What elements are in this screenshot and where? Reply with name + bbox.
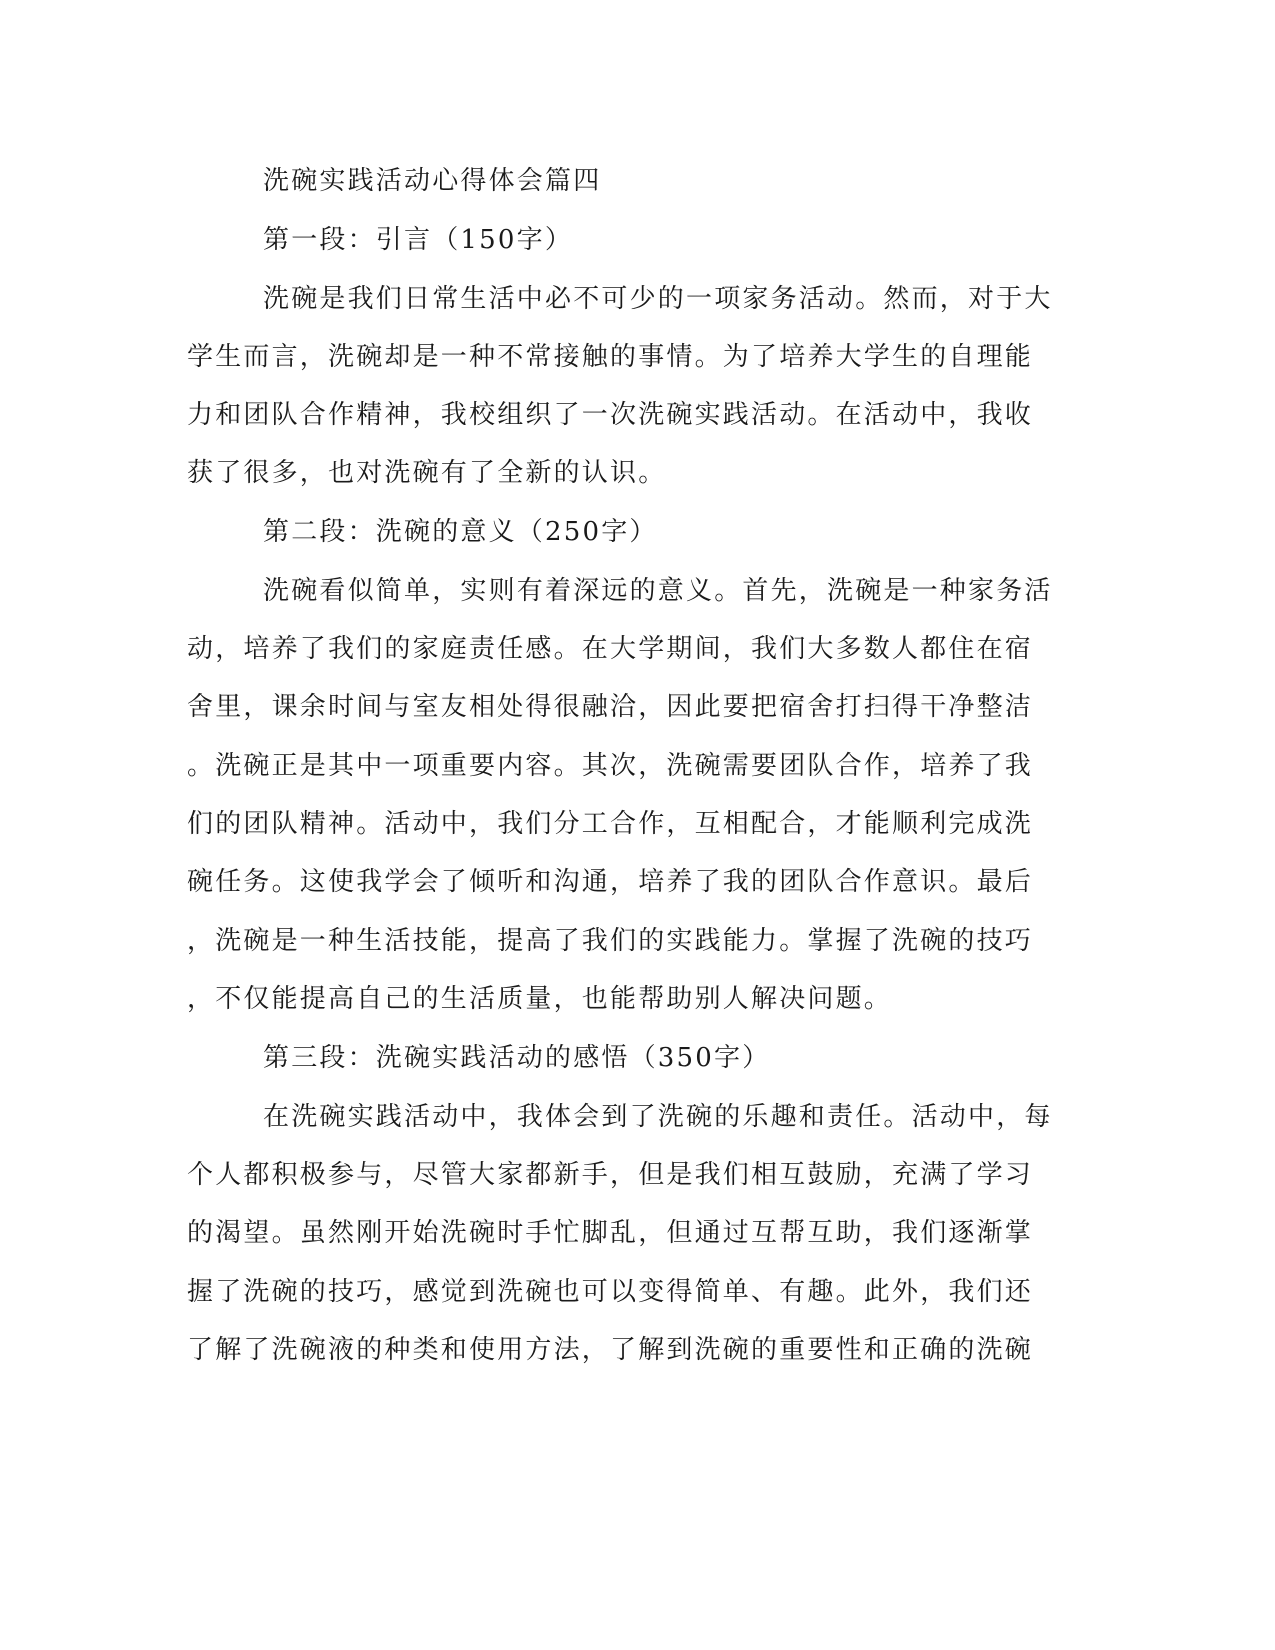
paragraph-line: 个人都积极参与，尽管大家都新手，但是我们相互鼓励，充满了学习 (187, 1160, 1034, 1190)
paragraph-line: 们的团队精神。活动中，我们分工合作，互相配合，才能顺利完成洗 (187, 809, 1034, 839)
paragraph-line: 了解了洗碗液的种类和使用方法，了解到洗碗的重要性和正确的洗碗 (187, 1335, 1034, 1365)
section-heading-2: 第二段：洗碗的意义（250字） (263, 517, 658, 547)
paragraph-line: 获了很多，也对洗碗有了全新的认识。 (187, 458, 667, 488)
paragraph-line: 。洗碗正是其中一项重要内容。其次，洗碗需要团队合作，培养了我 (187, 751, 1034, 781)
paragraph-line: 的渴望。虽然刚开始洗碗时手忙脚乱，但通过互帮互助，我们逐渐掌 (187, 1218, 1034, 1248)
document-title: 洗碗实践活动心得体会篇四 (263, 166, 602, 196)
paragraph-line: 学生而言，洗碗却是一种不常接触的事情。为了培养大学生的自理能 (187, 342, 1034, 372)
section-heading-1: 第一段：引言（150字） (263, 225, 574, 255)
paragraph-line: 舍里，课余时间与室友相处得很融洽，因此要把宿舍打扫得干净整洁 (187, 692, 1034, 722)
paragraph-line: ，不仅能提高自己的生活质量，也能帮助别人解决问题。 (187, 984, 893, 1014)
paragraph-line: 动，培养了我们的家庭责任感。在大学期间，我们大多数人都住在宿 (187, 634, 1034, 664)
paragraph-line: 在洗碗实践活动中，我体会到了洗碗的乐趣和责任。活动中，每 (263, 1102, 1053, 1132)
paragraph-line: 握了洗碗的技巧，感觉到洗碗也可以变得简单、有趣。此外，我们还 (187, 1277, 1034, 1307)
paragraph-line: 碗任务。这使我学会了倾听和沟通，培养了我的团队合作意识。最后 (187, 867, 1034, 897)
paragraph-line: 洗碗看似简单，实则有着深远的意义。首先，洗碗是一种家务活 (263, 576, 1053, 606)
paragraph-line: 力和团队合作精神，我校组织了一次洗碗实践活动。在活动中，我收 (187, 400, 1034, 430)
section-heading-3: 第三段：洗碗实践活动的感悟（350字） (263, 1043, 771, 1073)
paragraph-line: 洗碗是我们日常生活中必不可少的一项家务活动。然而，对于大 (263, 284, 1053, 314)
paragraph-line: ，洗碗是一种生活技能，提高了我们的实践能力。掌握了洗碗的技巧 (187, 926, 1034, 956)
